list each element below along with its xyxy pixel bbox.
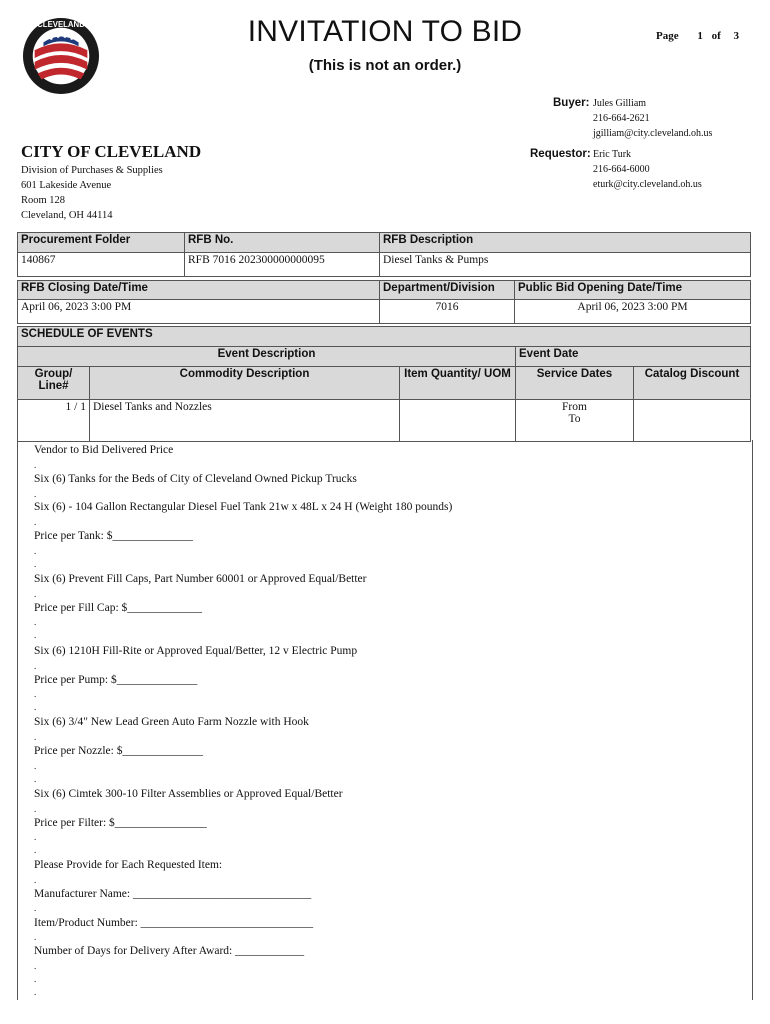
dot: .: [34, 702, 37, 712]
procurement-folder-value: 140867: [18, 253, 185, 277]
group-line-value: 1 / 1: [18, 400, 90, 442]
body-line: Please Provide for Each Requested Item:: [34, 859, 223, 871]
item-quantity-header: Item Quantity/ UOM: [400, 367, 516, 400]
rfb-description-header: RFB Description: [380, 233, 751, 253]
body-line: Vendor to Bid Delivered Price: [34, 444, 174, 456]
dot: .: [34, 630, 37, 640]
dates-table: [17, 280, 751, 324]
procurement-folder-header: Procurement Folder: [18, 233, 185, 253]
dot: .: [34, 832, 37, 842]
dot: .: [34, 559, 37, 569]
dot: .: [34, 732, 37, 742]
event-date-header: Event Date: [516, 347, 751, 367]
document-title: INVITATION TO BID: [247, 15, 523, 48]
body-line: Price per Fill Cap: $_____________: [34, 602, 203, 614]
item-quantity-value: [400, 400, 516, 442]
rfb-no-header: RFB No.: [185, 233, 380, 253]
dot: .: [34, 774, 37, 784]
org-street: 601 Lakeside Avenue: [21, 180, 112, 191]
body-line: Price per Filter: $________________: [34, 817, 207, 829]
dot: .: [34, 932, 37, 942]
department-header: Department/Division: [380, 281, 515, 300]
org-name: CITY OF CLEVELAND: [21, 142, 202, 161]
service-dates-value: [516, 400, 634, 442]
catalog-discount-header: Catalog Discount: [634, 367, 751, 400]
svg-text:CLEVELAND: CLEVELAND: [37, 19, 85, 29]
requestor-info: [593, 147, 702, 192]
buyer-label: Buyer:: [553, 97, 590, 109]
dot: .: [34, 961, 37, 971]
buyer-phone: 216-664-2621: [593, 113, 650, 124]
dot: .: [34, 489, 37, 499]
body-line: Price per Pump: $______________: [34, 674, 198, 686]
dot: .: [34, 903, 37, 913]
org-room: Room 128: [21, 195, 66, 206]
dot: .: [34, 546, 37, 556]
service-dates-header: Service Dates: [516, 367, 634, 400]
body-line: Six (6) Prevent Fill Caps, Part Number 60001 or Approved Equal/Better: [34, 573, 367, 585]
dot: .: [34, 661, 37, 671]
department-value: 7016: [380, 300, 515, 324]
dot: .: [34, 987, 37, 997]
requestor-label: Requestor:: [530, 148, 591, 160]
closing-date-value: April 06, 2023 3:00 PM: [18, 300, 380, 324]
buyer-name: Jules Gilliam: [593, 98, 647, 109]
org-division: Division of Purchases & Supplies: [21, 165, 163, 176]
requestor-phone: 216-664-6000: [593, 164, 650, 175]
requestor-email: eturk@city.cleveland.oh.us: [593, 179, 702, 190]
rfb-no-value: RFB 7016 202300000000095: [185, 253, 380, 277]
schedule-table: [17, 326, 751, 442]
catalog-discount-value: [634, 400, 751, 442]
group-line-header: Group/ Line#: [18, 367, 90, 400]
bid-opening-header: Public Bid Opening Date/Time: [515, 281, 751, 300]
dot: .: [34, 974, 37, 984]
commodity-header: Commodity Description: [90, 367, 400, 400]
dot: .: [34, 617, 37, 627]
page-of: of: [711, 30, 721, 42]
body-line: Six (6) Tanks for the Beds of City of Cleveland Owned Pickup Trucks: [34, 473, 357, 485]
page-label: Page: [656, 30, 679, 42]
rfb-description-value: Diesel Tanks & Pumps: [380, 253, 751, 277]
body-line: Price per Nozzle: $______________: [34, 745, 203, 757]
body-line: Manufacturer Name: _______________________________: [34, 888, 312, 900]
body-line: Price per Tank: $______________: [34, 530, 194, 542]
dot: .: [34, 517, 37, 527]
dot: .: [34, 845, 37, 855]
dot: .: [34, 589, 37, 599]
service-from: From: [562, 401, 587, 413]
body-line: Six (6) 1210H Fill-Rite or Approved Equal/Better, 12 v Electric Pump: [34, 645, 358, 657]
body-line: Item/Product Number: ______________________________: [34, 917, 314, 929]
org-address: [21, 163, 163, 223]
page-number: 1: [697, 30, 703, 42]
buyer-email: jgilliam@city.cleveland.oh.us: [593, 128, 713, 139]
dot: .: [34, 460, 37, 470]
dot: .: [34, 761, 37, 771]
buyer-info: [593, 96, 712, 141]
closing-date-header: RFB Closing Date/Time: [18, 281, 380, 300]
org-city: Cleveland, OH 44114: [21, 210, 113, 221]
page-total: 3: [733, 30, 740, 42]
dot: .: [34, 804, 37, 814]
document-subtitle: (This is not an order.): [308, 57, 462, 74]
city-seal-logo: [22, 17, 100, 95]
dot: .: [34, 875, 37, 885]
page-indicator: [656, 30, 745, 42]
commodity-value: Diesel Tanks and Nozzles: [90, 400, 400, 442]
procurement-table: [17, 232, 751, 277]
body-line: Six (6) Cimtek 300-10 Filter Assemblies or Approved Equal/Better: [34, 788, 343, 800]
requestor-name: Eric Turk: [593, 149, 632, 160]
schedule-title: SCHEDULE OF EVENTS: [18, 327, 751, 347]
body-line: Number of Days for Delivery After Award: ____________: [34, 945, 305, 957]
event-description-header: Event Description: [18, 347, 516, 367]
body-line: Six (6) - 104 Gallon Rectangular Diesel Fuel Tank 21w x 48L x 24 H (Weight 180 pounds): [34, 501, 453, 513]
bid-opening-value: April 06, 2023 3:00 PM: [515, 300, 751, 324]
body-line: Six (6) 3/4" New Lead Green Auto Farm Nozzle with Hook: [34, 716, 309, 728]
service-to: To: [568, 413, 581, 425]
dot: .: [34, 689, 37, 699]
